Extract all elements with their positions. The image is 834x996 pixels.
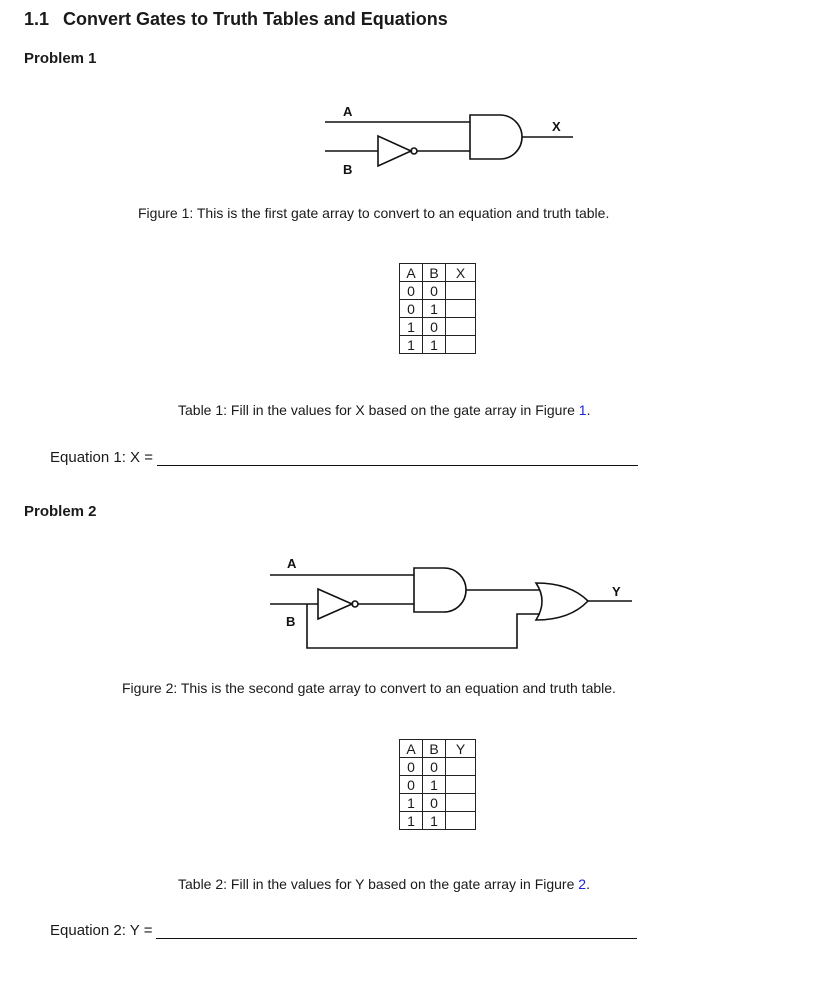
section-number: 1.1 — [24, 9, 50, 29]
header-b: B — [423, 264, 446, 282]
cell-b: 1 — [423, 812, 446, 830]
cell-a: 1 — [400, 336, 423, 354]
table-row — [400, 318, 476, 336]
and-gate — [414, 568, 466, 612]
table-row — [400, 282, 476, 300]
cell-a: 0 — [400, 282, 423, 300]
label-b: B — [286, 614, 296, 629]
label-a: A — [343, 104, 353, 119]
or-gate — [536, 583, 588, 620]
table-row — [400, 336, 476, 354]
equation-2-label: Equation 2: Y = — [50, 922, 153, 939]
cell-x-blank[interactable] — [446, 300, 476, 318]
cell-a: 1 — [400, 812, 423, 830]
label-b: B — [343, 162, 353, 177]
header-a: A — [400, 740, 423, 758]
table-1-caption-end: . — [586, 402, 591, 418]
equation-2 — [50, 922, 637, 939]
wire-b-branch — [307, 604, 540, 648]
header-x: X — [446, 264, 476, 282]
cell-x-blank[interactable] — [446, 336, 476, 354]
not-gate — [378, 136, 411, 166]
table-row — [400, 758, 476, 776]
header-b: B — [423, 740, 446, 758]
cell-b: 0 — [423, 794, 446, 812]
cell-b: 0 — [423, 282, 446, 300]
label-y: Y — [612, 584, 621, 599]
table-header-row — [400, 264, 476, 282]
not-gate — [318, 589, 352, 619]
cell-b: 0 — [423, 318, 446, 336]
cell-x-blank[interactable] — [446, 318, 476, 336]
cell-y-blank[interactable] — [446, 758, 476, 776]
table-row — [400, 794, 476, 812]
figure-1-gate-diagram — [0, 0, 834, 200]
cell-b: 1 — [423, 776, 446, 794]
truth-table-2 — [399, 739, 476, 830]
label-x: X — [552, 119, 561, 134]
cell-x-blank[interactable] — [446, 282, 476, 300]
cell-a: 0 — [400, 300, 423, 318]
table-row — [400, 776, 476, 794]
cell-a: 1 — [400, 318, 423, 336]
figure-2-caption: Figure 2: This is the second gate array to convert to an equation and truth table. — [122, 680, 616, 696]
figure-2-link[interactable]: 2 — [578, 876, 587, 892]
and-gate — [470, 115, 522, 159]
problem-1-heading: Problem 1 — [24, 50, 97, 67]
table-header-row — [400, 740, 476, 758]
cell-a: 0 — [400, 758, 423, 776]
cell-a: 0 — [400, 776, 423, 794]
section-title: Convert Gates to Truth Tables and Equations — [63, 9, 448, 29]
cell-a: 1 — [400, 794, 423, 812]
figure-2-gate-diagram — [0, 540, 834, 660]
table-1-caption-text: Table 1: Fill in the values for X based on the gate array in Figure — [178, 402, 579, 418]
table-1-caption — [178, 402, 590, 418]
equation-1 — [50, 449, 638, 466]
cell-y-blank[interactable] — [446, 776, 476, 794]
table-row — [400, 812, 476, 830]
header-a: A — [400, 264, 423, 282]
cell-b: 1 — [423, 336, 446, 354]
figure-1-link[interactable]: 1 — [578, 402, 587, 418]
truth-table-1 — [399, 263, 476, 354]
cell-b: 1 — [423, 300, 446, 318]
problem-2-heading: Problem 2 — [24, 503, 97, 520]
table-2-caption-text: Table 2: Fill in the values for Y based on the gate array in Figure — [178, 876, 579, 892]
figure-1-caption: Figure 1: This is the first gate array to convert to an equation and truth table. — [138, 205, 610, 221]
equation-1-label: Equation 1: X = — [50, 449, 153, 466]
cell-y-blank[interactable] — [446, 812, 476, 830]
cell-b: 0 — [423, 758, 446, 776]
table-2-caption-end: . — [586, 876, 590, 892]
label-a: A — [287, 556, 297, 571]
equation-1-answer-line[interactable] — [157, 449, 638, 466]
cell-y-blank[interactable] — [446, 794, 476, 812]
header-y: Y — [446, 740, 476, 758]
table-2-caption — [178, 876, 590, 892]
equation-2-answer-line[interactable] — [156, 922, 637, 939]
table-row — [400, 300, 476, 318]
